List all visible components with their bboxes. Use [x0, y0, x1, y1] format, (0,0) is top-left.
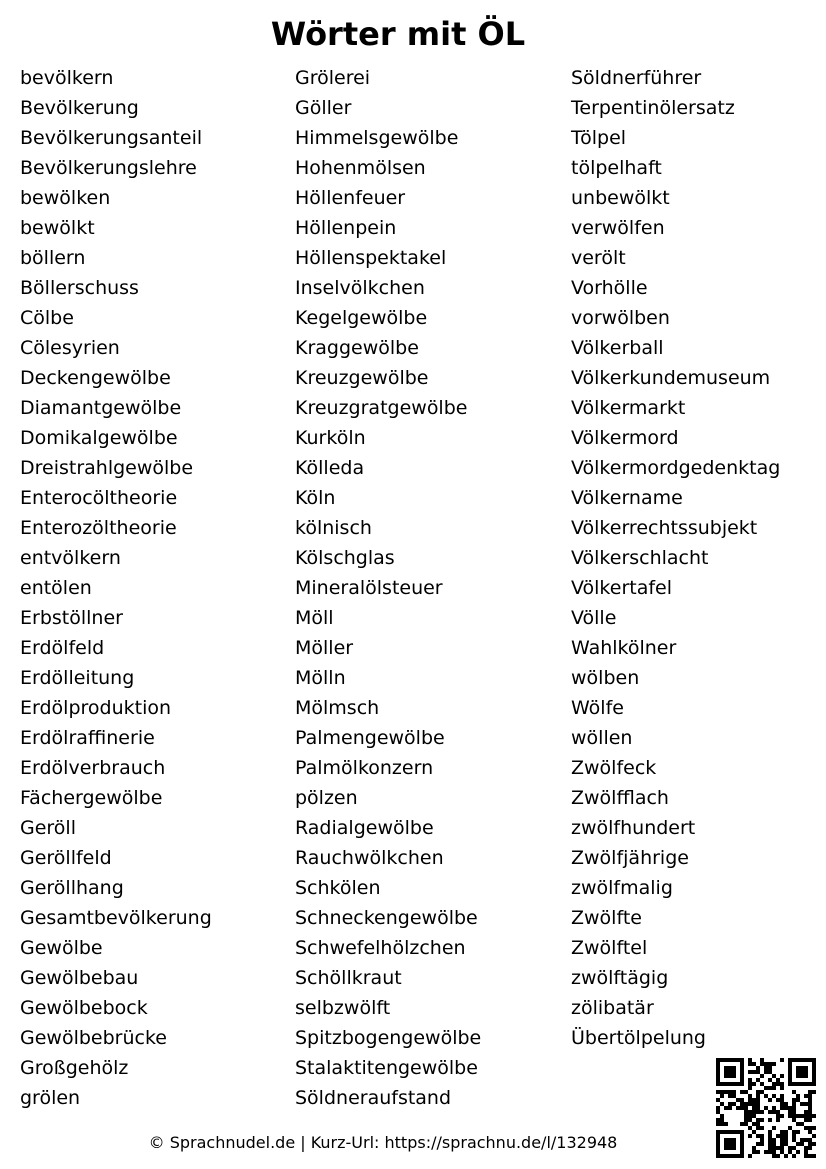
word-item: Erdölverbrauch: [20, 757, 166, 779]
word-item: Geröll: [20, 817, 76, 839]
word-item: Cölbe: [20, 307, 74, 329]
word-item: Zwölfeck: [571, 757, 657, 779]
word-item: Kölleda: [295, 457, 365, 479]
word-item: Gewölbebrücke: [20, 1027, 167, 1049]
word-item: Mineralölsteuer: [295, 577, 443, 599]
word-item: bewölken: [20, 187, 111, 209]
word-item: Zwölfflach: [571, 787, 669, 809]
word-item: entvölkern: [20, 547, 121, 569]
word-item: pölzen: [295, 787, 358, 809]
word-item: Diamantgewölbe: [20, 397, 182, 419]
word-item: Göller: [295, 97, 352, 119]
word-item: Höllenspektakel: [295, 247, 447, 269]
word-item: Wölfe: [571, 697, 624, 719]
word-item: Höllenfeuer: [295, 187, 406, 209]
word-item: Söldnerführer: [571, 67, 702, 89]
word-item: wölben: [571, 667, 640, 689]
qr-code-icon: [716, 1058, 816, 1158]
word-item: Zwölfjährige: [571, 847, 689, 869]
word-item: Kraggewölbe: [295, 337, 419, 359]
word-item: Kreuzgratgewölbe: [295, 397, 468, 419]
word-item: Bevölkerungsanteil: [20, 127, 203, 149]
word-item: selbzwölft: [295, 997, 391, 1019]
word-item: Völkermord: [571, 427, 679, 449]
word-item: Stalaktitengewölbe: [295, 1057, 478, 1079]
word-item: Erdölproduktion: [20, 697, 172, 719]
word-item: Spitzbogengewölbe: [295, 1027, 482, 1049]
word-item: zwölfhundert: [571, 817, 696, 839]
word-item: Zwölfte: [571, 907, 642, 929]
word-item: Schneckengewölbe: [295, 907, 478, 929]
word-column-3: [571, 63, 780, 1053]
word-item: Radialgewölbe: [295, 817, 434, 839]
word-item: Palmölkonzern: [295, 757, 434, 779]
word-item: Rauchwölkchen: [295, 847, 444, 869]
word-item: Gesamtbevölkerung: [20, 907, 212, 929]
word-item: verölt: [571, 247, 626, 269]
word-item: Fächergewölbe: [20, 787, 163, 809]
word-item: Deckengewölbe: [20, 367, 171, 389]
word-item: Erbstöllner: [20, 607, 123, 629]
word-item: Völkerball: [571, 337, 664, 359]
word-item: Hohenmölsen: [295, 157, 426, 179]
word-item: Geröllhang: [20, 877, 124, 899]
word-item: Völkertafel: [571, 577, 673, 599]
word-item: unbewölkt: [571, 187, 670, 209]
word-item: Domikalgewölbe: [20, 427, 178, 449]
word-item: bevölkern: [20, 67, 114, 89]
word-item: Vorhölle: [571, 277, 648, 299]
word-item: Enterocöltheorie: [20, 487, 178, 509]
word-item: Höllenpein: [295, 217, 397, 239]
word-item: Mölmsch: [295, 697, 380, 719]
word-column-1: [20, 63, 212, 1113]
word-item: Mölln: [295, 667, 346, 689]
word-item: tölpelhaft: [571, 157, 662, 179]
word-item: Gewölbebock: [20, 997, 148, 1019]
word-item: Völkermordgedenktag: [571, 457, 781, 479]
word-item: Übertölpelung: [571, 1027, 706, 1049]
word-item: Himmelsgewölbe: [295, 127, 459, 149]
word-item: Völle: [571, 607, 617, 629]
word-item: böllern: [20, 247, 86, 269]
word-item: Wahlkölner: [571, 637, 677, 659]
word-item: Kegelgewölbe: [295, 307, 428, 329]
word-item: grölen: [20, 1087, 81, 1109]
word-item: Schöllkraut: [295, 967, 402, 989]
word-item: entölen: [20, 577, 92, 599]
word-item: Kurköln: [295, 427, 366, 449]
word-item: Kölschglas: [295, 547, 395, 569]
word-column-2: [295, 63, 481, 1113]
word-item: Bevölkerung: [20, 97, 139, 119]
footer-credit: © Sprachnudel.de | Kurz-Url: https://sprachnu.de/l/132948: [148, 1133, 618, 1152]
page-title: Wörter mit ÖL: [270, 15, 526, 53]
word-item: wöllen: [571, 727, 633, 749]
word-item: Möller: [295, 637, 354, 659]
word-item: Söldneraufstand: [295, 1087, 452, 1109]
word-item: Völkerschlacht: [571, 547, 709, 569]
word-item: Böllerschuss: [20, 277, 139, 299]
word-item: Erdölleitung: [20, 667, 135, 689]
word-item: Terpentinölersatz: [571, 97, 735, 119]
word-item: zwölftägig: [571, 967, 669, 989]
word-item: Geröllfeld: [20, 847, 112, 869]
word-item: verwölfen: [571, 217, 665, 239]
word-item: Gewölbe: [20, 937, 103, 959]
word-item: Völkermarkt: [571, 397, 686, 419]
word-item: Großgehölz: [20, 1057, 129, 1079]
word-item: bewölkt: [20, 217, 95, 239]
word-item: Völkername: [571, 487, 683, 509]
word-item: Schkölen: [295, 877, 381, 899]
word-item: Völkerrechtssubjekt: [571, 517, 758, 539]
word-item: Dreistrahlgewölbe: [20, 457, 194, 479]
word-item: Gewölbebau: [20, 967, 139, 989]
word-item: kölnisch: [295, 517, 372, 539]
word-item: Kreuzgewölbe: [295, 367, 429, 389]
word-item: Schwefelhölzchen: [295, 937, 466, 959]
word-item: Tölpel: [571, 127, 627, 149]
word-item: Enterozöltheorie: [20, 517, 177, 539]
word-item: Inselvölkchen: [295, 277, 425, 299]
word-item: Erdölfeld: [20, 637, 105, 659]
word-item: Köln: [295, 487, 336, 509]
word-item: Zwölftel: [571, 937, 648, 959]
word-item: Grölerei: [295, 67, 371, 89]
word-item: Möll: [295, 607, 334, 629]
word-item: Palmengewölbe: [295, 727, 445, 749]
word-item: Cölesyrien: [20, 337, 120, 359]
word-item: zölibatär: [571, 997, 654, 1019]
word-item: Erdölraffinerie: [20, 727, 155, 749]
word-item: Völkerkundemuseum: [571, 367, 771, 389]
word-item: vorwölben: [571, 307, 670, 329]
word-item: Bevölkerungslehre: [20, 157, 197, 179]
word-item: zwölfmalig: [571, 877, 673, 899]
